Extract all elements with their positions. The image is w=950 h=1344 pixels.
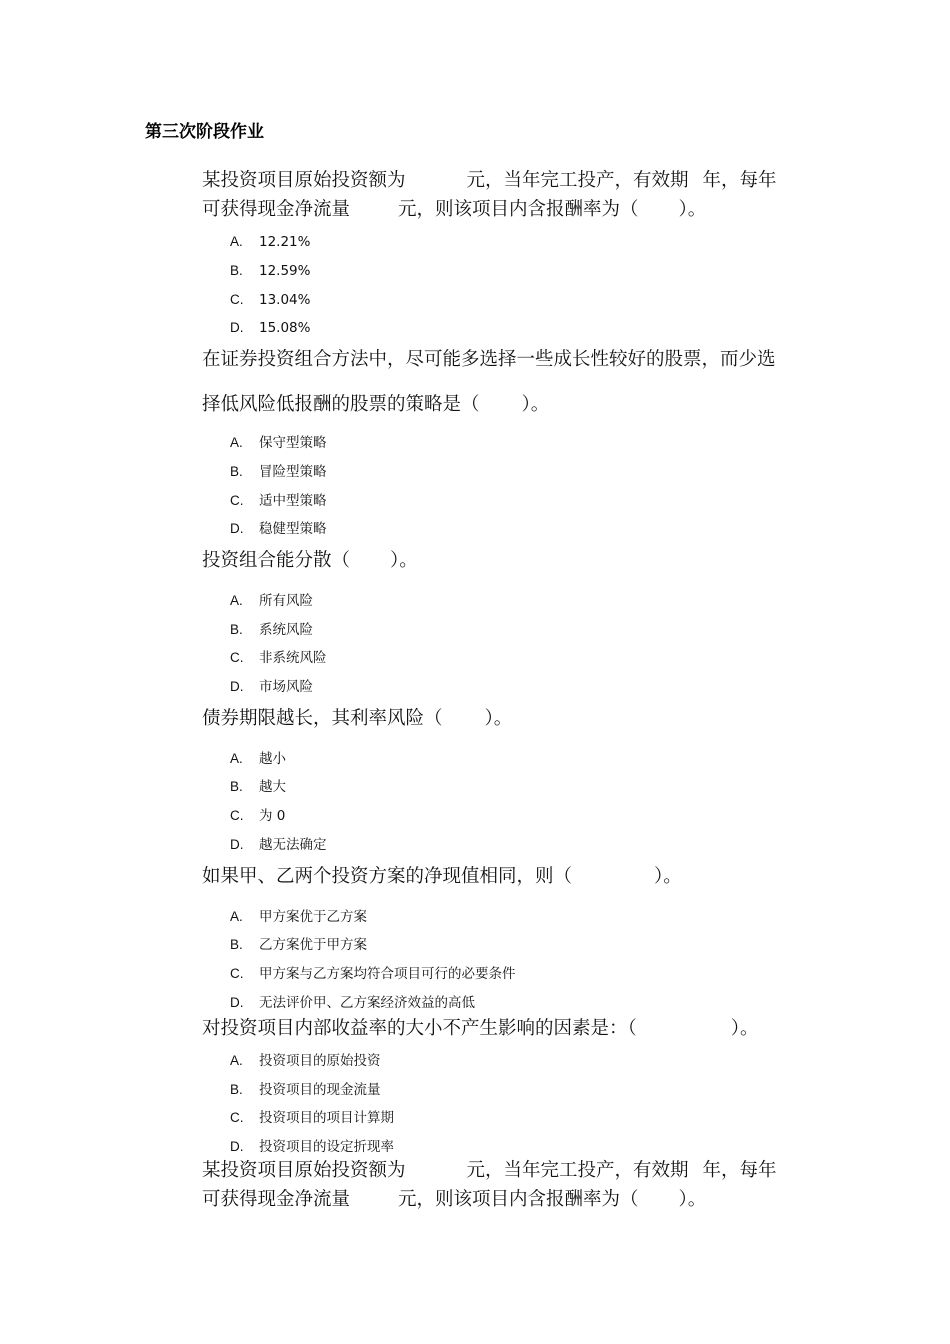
question-3-option-b[interactable]: B. 系统风险 bbox=[230, 622, 313, 638]
question-1-option-c[interactable]: C. 13.04% bbox=[230, 292, 311, 308]
question-3-option-a[interactable]: A. 所有风险 bbox=[230, 593, 313, 609]
question-5-option-a[interactable]: A. 甲方案优于乙方案 bbox=[230, 909, 367, 925]
question-7-line-1: 某投资项目原始投资额为 元，当年完工投产，有效期 年，每年 bbox=[202, 1160, 777, 1181]
question-4-option-b[interactable]: B. 越大 bbox=[230, 779, 286, 795]
question-3-option-d[interactable]: D. 市场风险 bbox=[230, 679, 313, 695]
question-2-option-b[interactable]: B. 冒险型策略 bbox=[230, 464, 327, 480]
question-2-option-a[interactable]: A. 保守型策略 bbox=[230, 435, 327, 451]
question-4-line-1: 债券期限越长，其利率风险（ ）。 bbox=[202, 708, 513, 729]
question-7-line-2: 可获得现金净流量 元，则该项目内含报酬率为（ ）。 bbox=[202, 1189, 707, 1210]
question-5-option-b[interactable]: B. 乙方案优于甲方案 bbox=[230, 937, 367, 953]
question-5-option-c[interactable]: C. 甲方案与乙方案均符合项目可行的必要条件 bbox=[230, 966, 516, 982]
question-1-option-a[interactable]: A. 12.21% bbox=[230, 234, 311, 250]
question-6-option-d[interactable]: D. 投资项目的设定折现率 bbox=[230, 1139, 394, 1155]
question-4-option-d[interactable]: D. 越无法确定 bbox=[230, 837, 327, 853]
question-6-option-a[interactable]: A. 投资项目的原始投资 bbox=[230, 1053, 381, 1069]
question-6-option-b[interactable]: B. 投资项目的现金流量 bbox=[230, 1082, 381, 1098]
question-2-option-c[interactable]: C. 适中型策略 bbox=[230, 493, 327, 509]
question-1-option-b[interactable]: B. 12.59% bbox=[230, 263, 311, 279]
question-2-line-2: 择低风险低报酬的股票的策略是（ ）。 bbox=[202, 394, 550, 415]
question-3-line-1: 投资组合能分散（ ）。 bbox=[202, 550, 418, 571]
question-1-line-2: 可获得现金净流量 元，则该项目内含报酬率为（ ）。 bbox=[202, 199, 707, 220]
page-title: 第三次阶段作业 bbox=[145, 122, 264, 142]
question-4-option-c[interactable]: C. 为 0 bbox=[230, 808, 286, 824]
question-3-option-c[interactable]: C. 非系统风险 bbox=[230, 650, 327, 666]
question-4-option-a[interactable]: A. 越小 bbox=[230, 751, 286, 767]
question-6-option-c[interactable]: C. 投资项目的项目计算期 bbox=[230, 1110, 394, 1126]
question-2-option-d[interactable]: D. 稳健型策略 bbox=[230, 521, 327, 537]
question-5-line-1: 如果甲、乙两个投资方案的净现值相同，则（ ）。 bbox=[202, 866, 682, 887]
question-1-line-1: 某投资项目原始投资额为 元，当年完工投产，有效期 年，每年 bbox=[202, 170, 777, 191]
question-5-option-d[interactable]: D. 无法评价甲、乙方案经济效益的高低 bbox=[230, 995, 475, 1011]
question-2-line-1: 在证券投资组合方法中，尽可能多选择一些成长性较好的股票，而少选 bbox=[202, 349, 776, 370]
question-1-option-d[interactable]: D. 15.08% bbox=[230, 320, 311, 336]
question-6-line-1: 对投资项目内部收益率的大小不产生影响的因素是：（ ）。 bbox=[202, 1018, 759, 1039]
